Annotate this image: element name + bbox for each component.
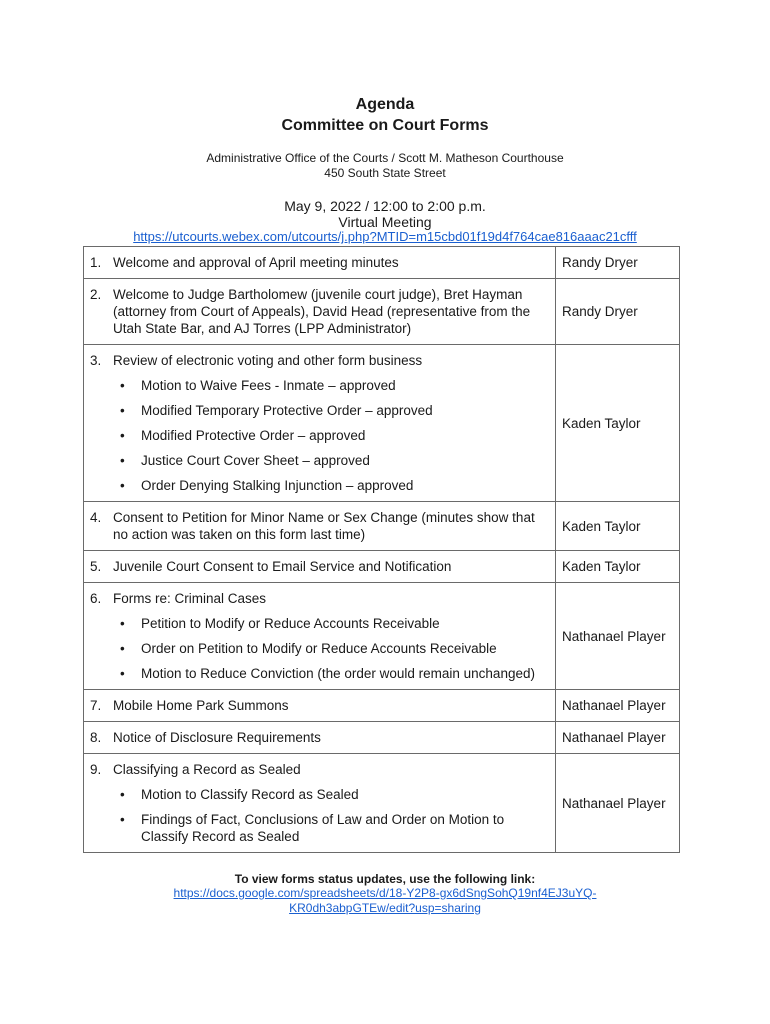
presenter-cell	[556, 690, 680, 722]
agenda-subitem-list	[90, 615, 549, 682]
presenter-cell	[556, 345, 680, 502]
agenda-item-number: 7.	[90, 698, 102, 713]
agenda-subitem-text: Modified Protective Order – approved	[141, 428, 366, 443]
agenda-subitem-text: Petition to Modify or Reduce Accounts Receivable	[141, 616, 440, 631]
presenter-cell	[556, 279, 680, 345]
agenda-row	[84, 279, 680, 345]
agenda-subitem	[120, 377, 549, 394]
presenter-name: Nathanael Player	[562, 795, 666, 811]
meeting-type: Virtual Meeting	[338, 214, 432, 230]
agenda-row	[84, 502, 680, 551]
agenda-item-cell	[84, 502, 556, 551]
agenda-row	[84, 722, 680, 754]
agenda-subitem	[120, 615, 549, 632]
agenda-item-cell	[84, 247, 556, 279]
agenda-subitem-list	[90, 377, 549, 494]
agenda-item-number: 8.	[90, 730, 102, 745]
agenda-subitem-text: Justice Court Cover Sheet – approved	[141, 453, 370, 468]
forms-status-link-line-2[interactable]: KR0dh3abpGTEw/edit?usp=sharing	[289, 901, 481, 915]
agenda-subitem	[120, 427, 549, 444]
bullet-icon: •	[120, 616, 125, 631]
agenda-subitem	[120, 665, 549, 682]
agenda-row	[84, 345, 680, 502]
presenter-name: Nathanael Player	[562, 730, 666, 745]
agenda-item-number: 3.	[90, 353, 102, 368]
bullet-icon: •	[120, 787, 125, 802]
agenda-subitem-text: Motion to Classify Record as Sealed	[141, 787, 359, 802]
agenda-item-text: Welcome to Judge Bartholomew (juvenile court judge), Bret Hayman (attorney from Court of Appeals), David Head (representative from the Utah State Bar, and AJ Torres (LPP Administrator)	[113, 287, 531, 336]
agenda-row	[84, 583, 680, 690]
bullet-icon: •	[120, 478, 125, 493]
agenda-item-number: 6.	[90, 591, 102, 606]
agenda-item-text: Review of electronic voting and other form business	[113, 353, 423, 368]
meeting-link[interactable]: https://utcourts.webex.com/utcourts/j.php?MTID=m15cbd01f19d4f764cae816aaac21cfff	[133, 229, 637, 244]
agenda-item-number: 2.	[90, 287, 102, 302]
agenda-subitem-text: Motion to Reduce Conviction (the order would remain unchanged)	[141, 666, 535, 681]
agenda-subitem-text: Modified Temporary Protective Order – approved	[141, 403, 433, 418]
presenter-cell	[556, 551, 680, 583]
bullet-icon: •	[120, 403, 125, 418]
agenda-item-cell	[84, 722, 556, 754]
presenter-name: Kaden Taylor	[562, 559, 641, 574]
agenda-item	[90, 761, 549, 778]
agenda-subitem	[120, 786, 549, 803]
agenda-item-text: Mobile Home Park Summons	[113, 698, 289, 713]
agenda-item-text: Classifying a Record as Sealed	[113, 762, 301, 777]
agenda-item-text: Consent to Petition for Minor Name or Sex Change (minutes show that no action was taken on this form last time)	[113, 510, 535, 542]
agenda-row	[84, 690, 680, 722]
agenda-item-text: Welcome and approval of April meeting minutes	[113, 255, 399, 270]
agenda-table-body	[84, 247, 680, 853]
agenda-item-cell	[84, 754, 556, 853]
agenda-subitem	[120, 811, 549, 845]
agenda-subitem-text: Findings of Fact, Conclusions of Law and Order on Motion to Classify Record as Sealed	[141, 812, 505, 844]
agenda-item	[90, 352, 549, 369]
agenda-item-number: 5.	[90, 559, 102, 574]
bullet-icon: •	[120, 378, 125, 393]
agenda-subitem-text: Motion to Waive Fees - Inmate – approved	[141, 378, 396, 393]
agenda-subitem-text: Order on Petition to Modify or Reduce Accounts Receivable	[141, 641, 497, 656]
agenda-subitem	[120, 640, 549, 657]
agenda-item-cell	[84, 690, 556, 722]
agenda-item-number: 4.	[90, 510, 102, 525]
agenda-subitem	[120, 452, 549, 469]
presenter-name: Nathanael Player	[562, 628, 666, 644]
agenda-item-text: Forms re: Criminal Cases	[113, 591, 267, 606]
presenter-name: Randy Dryer	[562, 304, 638, 319]
agenda-title: Agenda	[355, 96, 415, 113]
presenter-cell	[556, 247, 680, 279]
agenda-item	[90, 729, 549, 746]
agenda-item	[90, 286, 549, 337]
bullet-icon: •	[120, 666, 125, 681]
agenda-item	[90, 509, 549, 543]
agenda-subitem	[120, 402, 549, 419]
presenter-cell	[556, 583, 680, 690]
agenda-item	[90, 590, 549, 607]
agenda-item	[90, 558, 549, 575]
agenda-item-cell	[84, 279, 556, 345]
forms-status-note: To view forms status updates, use the following link:	[234, 872, 536, 886]
meeting-date: May 9, 2022 / 12:00 to 2:00 p.m.	[284, 198, 486, 214]
agenda-item-cell	[84, 345, 556, 502]
presenter-name: Nathanael Player	[562, 698, 666, 713]
address-line-1: Administrative Office of the Courts / Scott M. Matheson Courthouse	[206, 151, 564, 165]
agenda-item-number: 1.	[90, 255, 102, 270]
presenter-name: Kaden Taylor	[562, 415, 641, 431]
agenda-item-text: Juvenile Court Consent to Email Service and Notification	[113, 559, 452, 574]
agenda-item	[90, 254, 549, 271]
agenda-item-text: Notice of Disclosure Requirements	[113, 730, 321, 745]
agenda-item-number: 9.	[90, 762, 102, 777]
agenda-subitem-list	[90, 786, 549, 845]
agenda-item-cell	[84, 551, 556, 583]
presenter-name: Kaden Taylor	[562, 518, 641, 534]
presenter-name: Randy Dryer	[562, 255, 638, 270]
agenda-subitem	[120, 477, 549, 494]
agenda-subitem-text: Order Denying Stalking Injunction – approved	[141, 478, 414, 493]
agenda-table	[83, 246, 680, 853]
agenda-item-cell	[84, 583, 556, 690]
agenda-item	[90, 697, 549, 714]
presenter-cell	[556, 502, 680, 551]
agenda-row	[84, 551, 680, 583]
agenda-row	[84, 247, 680, 279]
presenter-cell	[556, 754, 680, 853]
committee-title: Committee on Court Forms	[281, 117, 489, 134]
bullet-icon: •	[120, 641, 125, 656]
forms-status-link-line-1[interactable]: https://docs.google.com/spreadsheets/d/18-Y2P8-gx6dSngSohQ19nf4EJ3uYQ-	[173, 886, 597, 900]
address-line-2: 450 South State Street	[324, 166, 446, 180]
bullet-icon: •	[120, 453, 125, 468]
bullet-icon: •	[120, 428, 125, 443]
agenda-row	[84, 754, 680, 853]
presenter-cell	[556, 722, 680, 754]
bullet-icon: •	[120, 812, 125, 827]
